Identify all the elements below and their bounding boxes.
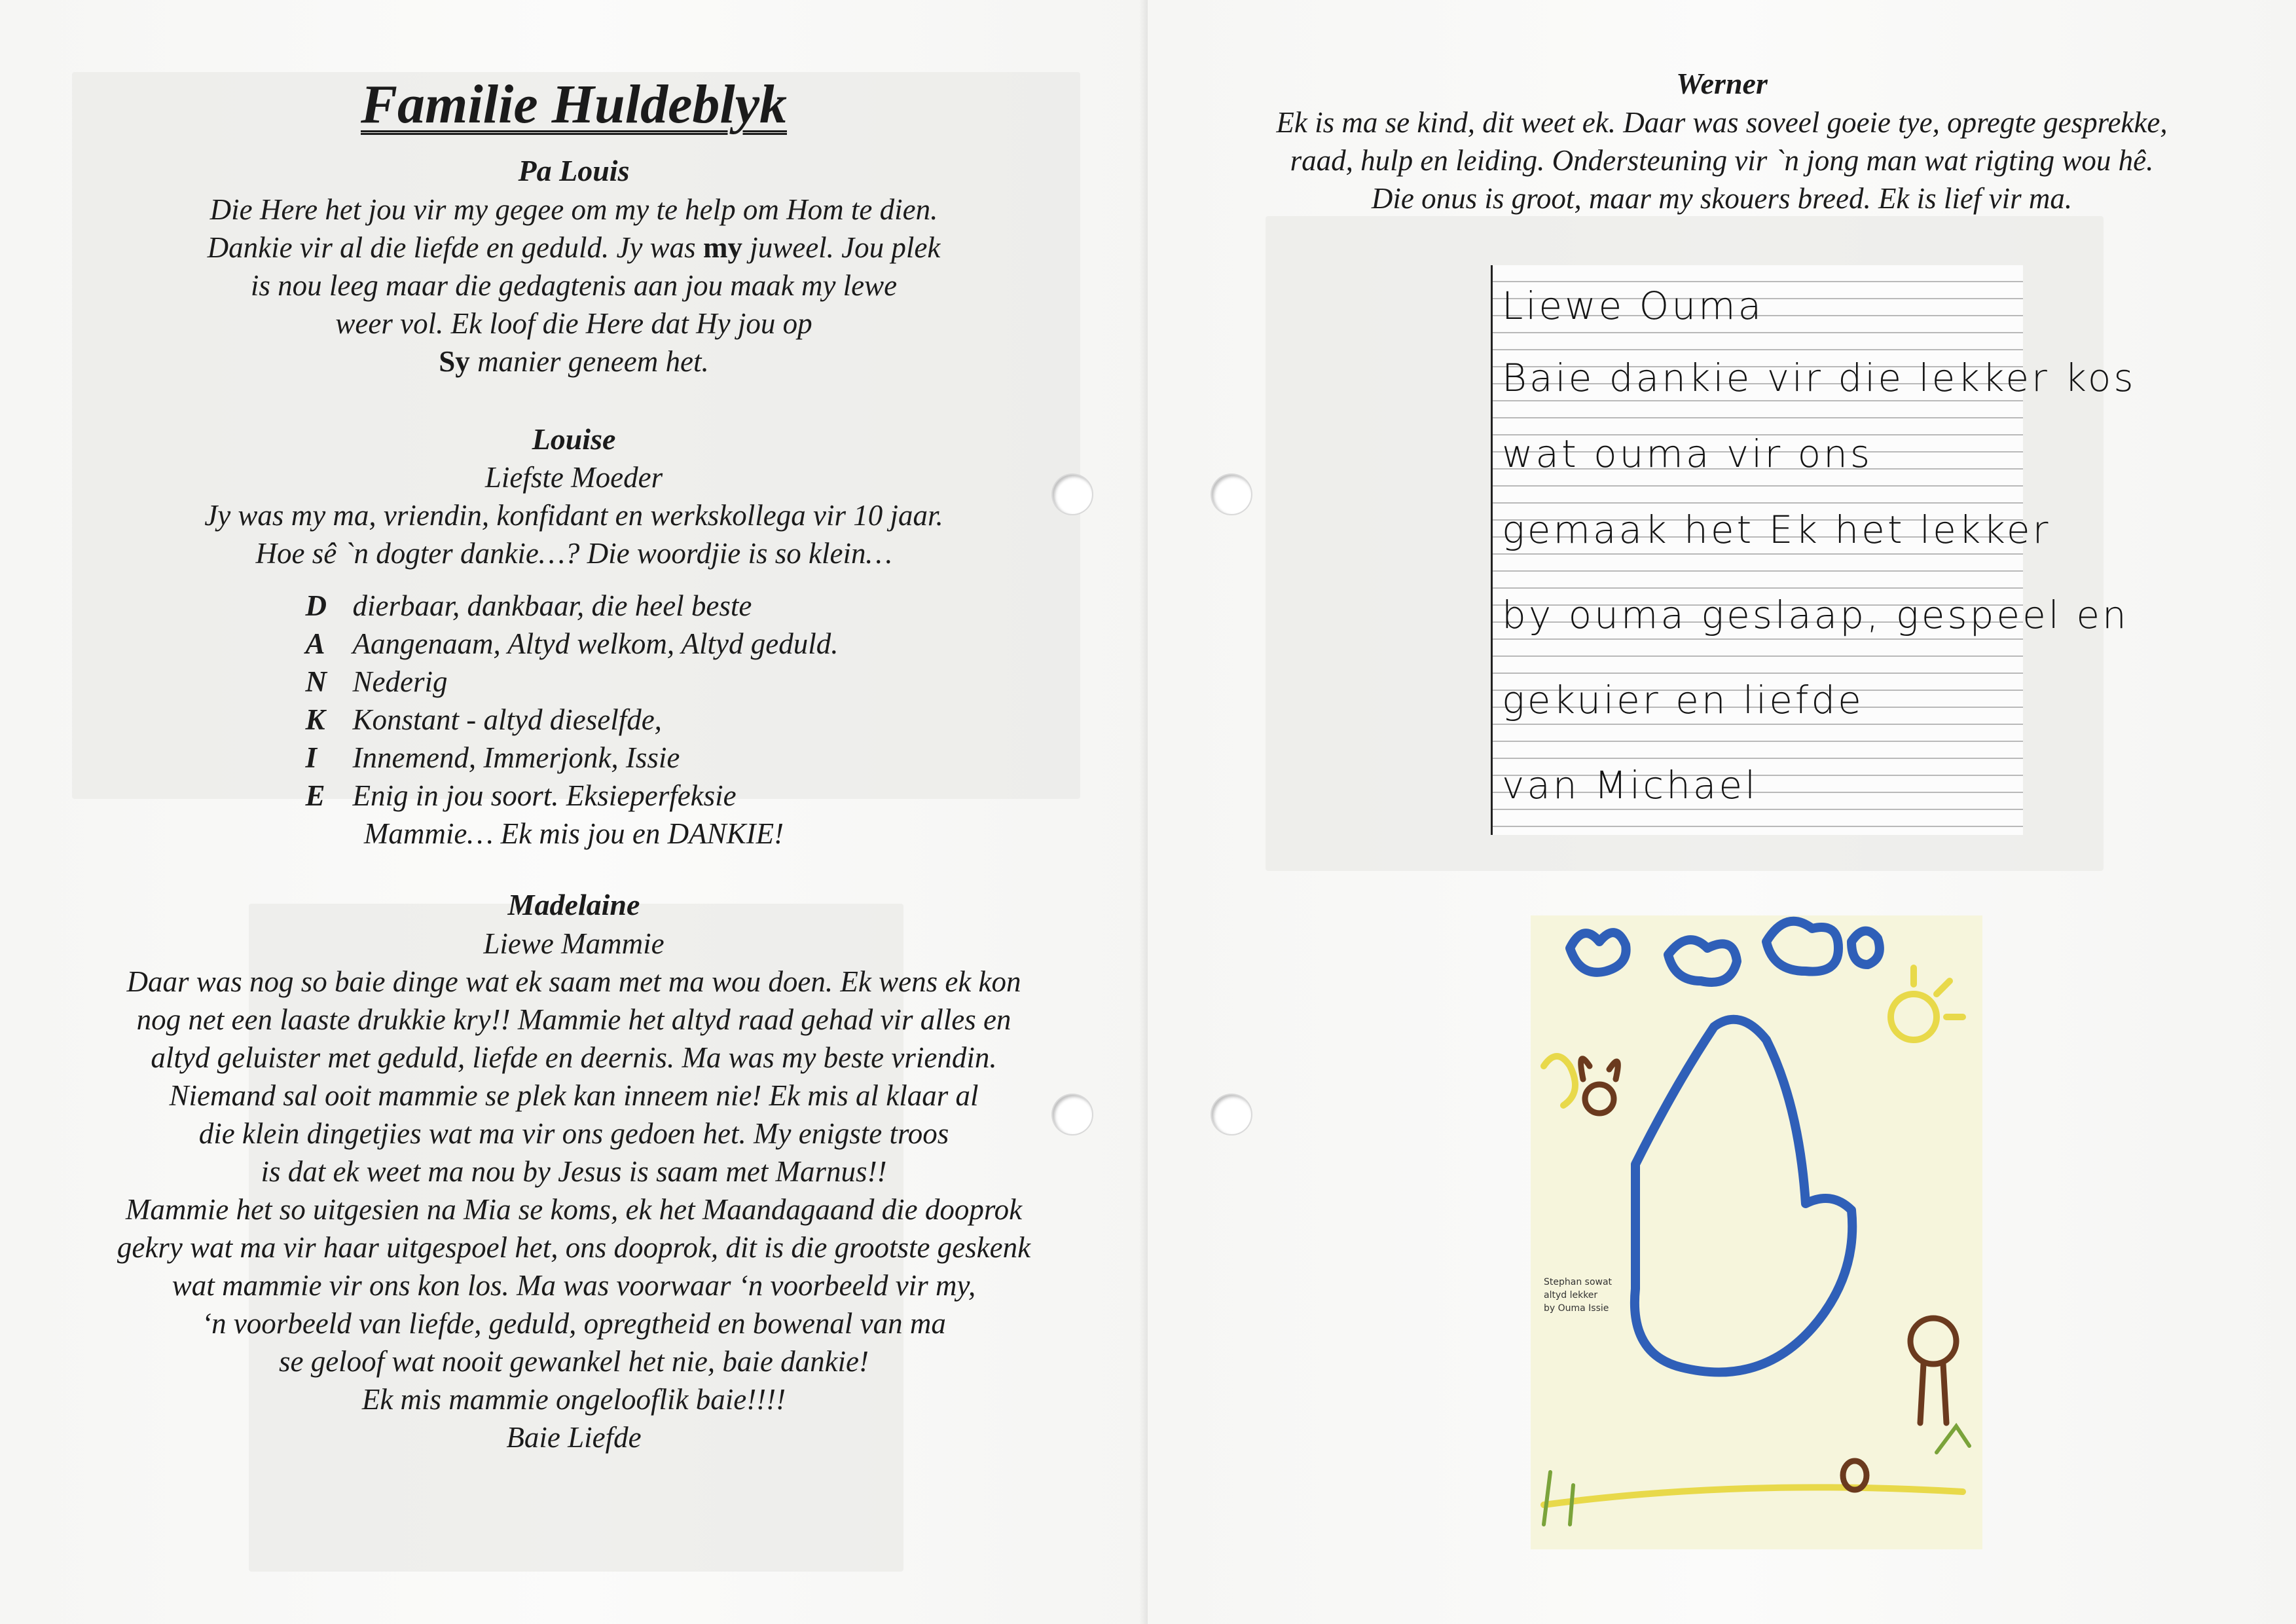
bee (1585, 1084, 1614, 1113)
note-line: gekuier en liefde (1502, 678, 1864, 722)
sun (1891, 994, 1937, 1040)
stick-figure-head (1910, 1318, 1956, 1364)
acrostic-letter: A (305, 627, 325, 661)
text-line: Die Here het jou vir my gegee om my te help om Hom te dien. (210, 193, 938, 226)
section-louise (0, 420, 1148, 853)
note-line: van Michael (1502, 763, 1758, 807)
punch-hole (1053, 475, 1092, 514)
text-line: Sy manier geneem het. (439, 344, 709, 378)
text-line: se geloof wat nooit gewankel het nie, baie dankie! (278, 1345, 869, 1378)
text-line: weer vol. Ek loof die Here dat Hy jou op (335, 306, 812, 340)
acrostic-text: Enig in jou soort. Eksieperfeksie (352, 779, 737, 813)
text-line: is dat ek weet ma nou by Jesus is saam met Marnus!! (261, 1155, 887, 1189)
text-line: Liefste Moeder (484, 461, 663, 494)
grass (1544, 1426, 1969, 1524)
text-line: Baie Liefde (506, 1421, 642, 1454)
acrostic-letter: E (305, 779, 325, 813)
stick-figure-body (1920, 1364, 1946, 1423)
punch-hole (1212, 475, 1251, 514)
text-line: Ek is ma se kind, dit weet ek. Daar was soveel goeie tye, opregte gesprekke, (1276, 105, 2168, 139)
punch-hole (1053, 1095, 1092, 1134)
note-line: gemaak het Ek het lekker (1502, 507, 2051, 552)
text-line: die klein dingetjies wat ma vir ons gedoen het. My enigste troos (198, 1117, 949, 1151)
note-line: Baie dankie vir die lekker kos (1502, 356, 2136, 400)
text-line: wat mammie vir ons kon los. Ma was voorwaar ‘n voorbeeld vir my, (172, 1269, 976, 1302)
text-line: is nou leeg maar die gedagtenis aan jou maak my lewe (250, 268, 898, 302)
section-werner (1148, 64, 2296, 217)
crayon-drawing-art (1531, 915, 1982, 1549)
text-line: Mammie het so uitgesien na Mia se koms, ek het Maandagaand die dooprok (125, 1193, 1023, 1227)
acrostic-text: dierbaar, dankbaar, die heel beste (352, 589, 752, 623)
text-line: raad, hulp en leiding. Ondersteuning vir `n jong man wat rigting wou hê. (1290, 143, 2154, 177)
note-line: wat ouma vir ons (1502, 432, 1873, 476)
acrostic-text: Nederig (352, 665, 448, 699)
text-line: Dankie vir al die liefde en geduld. Jy was my juweel. Jou plek (207, 231, 941, 264)
caption-line: by Ouma Issie (1544, 1303, 1609, 1314)
handwritten-note (1491, 265, 2136, 835)
crayon-drawing (1531, 915, 1982, 1549)
acrostic-letter: I (305, 741, 318, 775)
acrostic-text: Aangenaam, Altyd welkom, Altyd geduld. (352, 627, 839, 661)
tribute-column (0, 72, 1148, 1456)
note-line: Liewe Ouma (1502, 284, 1764, 328)
acrostic-text: Innemend, Immerjonk, Issie (352, 741, 680, 775)
yellow-mark (1544, 1056, 1575, 1105)
section-heading: Madelaine (507, 888, 640, 922)
closing-line: Mammie… Ek mis jou en DANKIE! (363, 817, 784, 851)
cloud (1766, 921, 1838, 972)
caption-line: Stephan sowat (1544, 1277, 1613, 1287)
section-heading: Werner (1676, 67, 1768, 100)
caption-line: altyd lekker (1544, 1290, 1598, 1301)
acrostic (0, 587, 1148, 815)
cloud (1851, 931, 1880, 965)
yellow-ground (1544, 1487, 1963, 1505)
section-madelaine (0, 885, 1148, 1456)
section-heading: Pa Louis (518, 153, 630, 187)
page-title: Familie Huldeblyk (361, 74, 787, 135)
bee-antennae (1581, 1059, 1618, 1079)
text-line: Niemand sal ooit mammie se plek kan inneem nie! Ek mis al klaar al (169, 1079, 979, 1113)
text-line: Liewe Mammie (483, 927, 665, 961)
drawing-caption (1544, 1276, 1612, 1315)
text-line: Die onus is groot, maar my skouers breed. Ek is lief vir ma. (1371, 181, 2073, 215)
acrostic-text: Konstant - altyd dieselfde, (352, 703, 662, 737)
text-line: ‘n voorbeeld van liefde, geduld, opregtheid en bowenal van ma (202, 1307, 946, 1340)
cloud (1570, 932, 1626, 972)
text-line: altyd geluister met geduld, liefde en deernis. Ma was my beste vriendin. (151, 1041, 997, 1075)
acrostic-letter: K (305, 703, 325, 737)
section-heading: Louise (532, 422, 616, 456)
acrostic-letter: D (305, 589, 327, 623)
cloud (1668, 940, 1737, 982)
text-line: Jy was my ma, vriendin, konfidant en werkskollega vir 10 jaar. (204, 499, 943, 532)
acrostic-letter: N (305, 665, 327, 699)
note-line: by ouma geslaap, gespeel en (1502, 593, 2129, 637)
text-line: Daar was nog so baie dinge wat ek saam met ma wou doen. Ek wens ek kon (126, 965, 1021, 999)
punch-hole (1212, 1095, 1251, 1134)
section-pa-louis (0, 151, 1148, 380)
text-line: Hoe sê `n dogter dankie…? Die woordjie is so klein… (255, 537, 892, 570)
text-line: nog net een laaste drukkie kry!! Mammie het altyd raad gehad vir alles en (136, 1003, 1011, 1037)
text-line: gekry wat ma vir haar uitgespoel het, ons dooprok, dit is die grootste geskenk (117, 1231, 1031, 1264)
bird (1635, 1020, 1852, 1373)
text-line: Ek mis mammie ongelooflik baie!!!! (361, 1383, 786, 1416)
